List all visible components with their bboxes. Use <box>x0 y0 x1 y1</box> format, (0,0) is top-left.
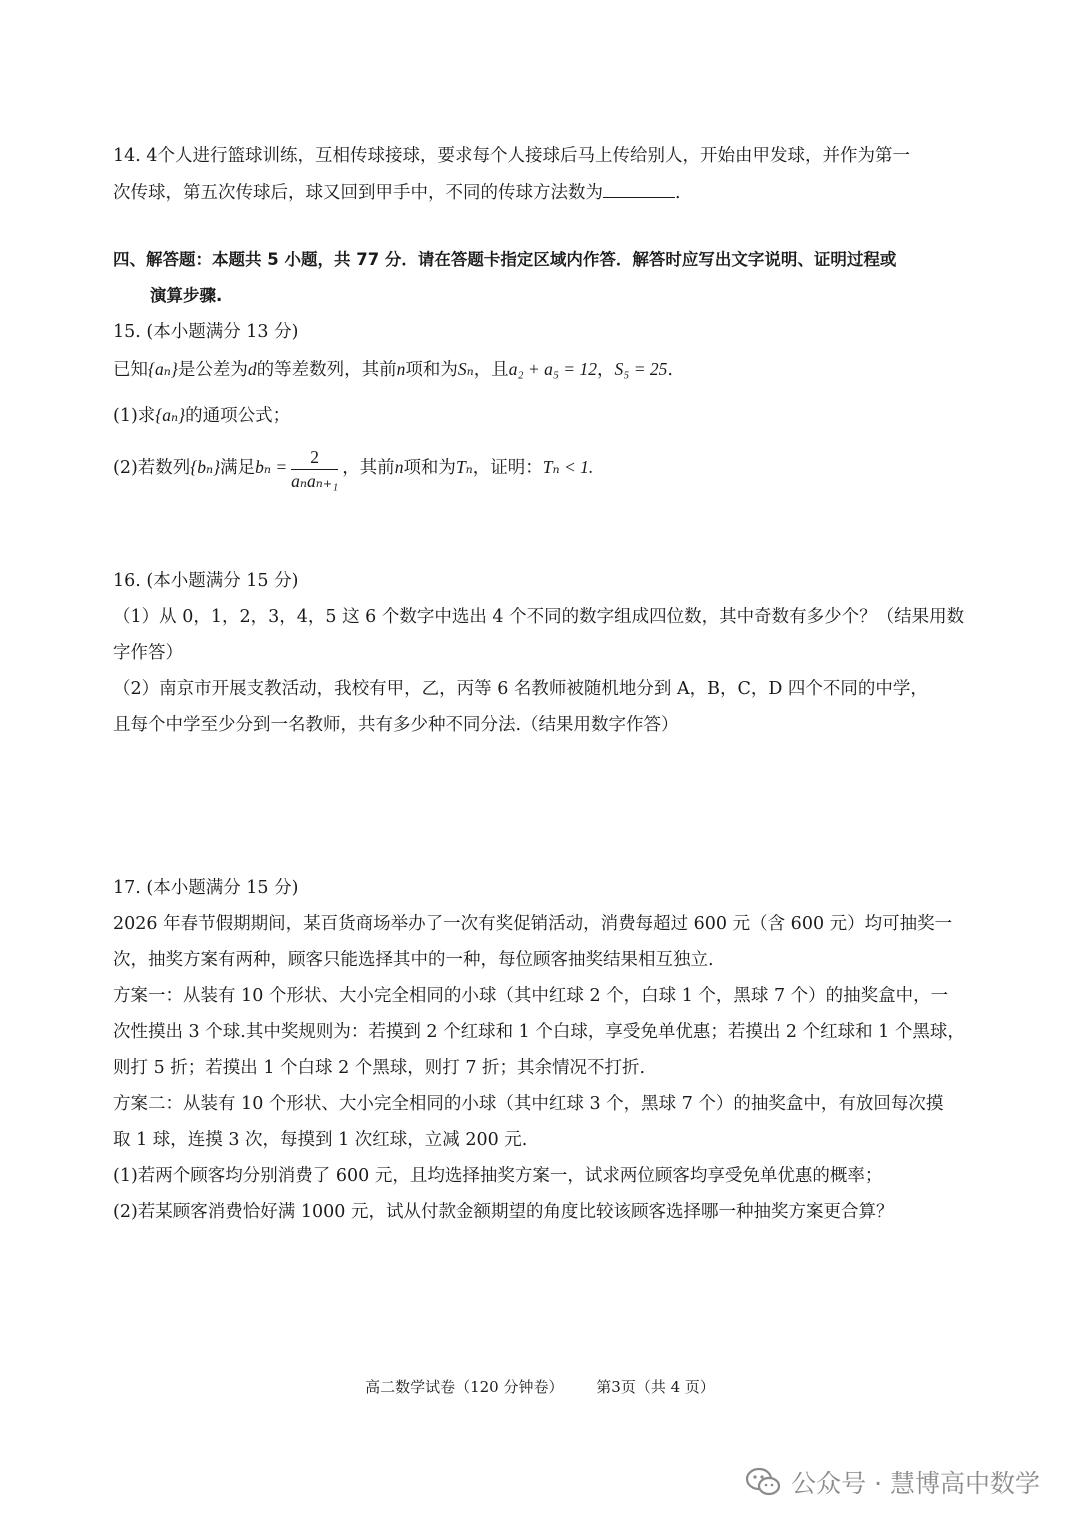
q15-text: 项和为 <box>403 458 456 478</box>
q15-text: 满足 <box>220 458 256 478</box>
q17-line-5: 则打 5 折；若摸出 1 个白球 2 个黑球，则打 7 折；其余情况不打折. <box>113 1058 646 1078</box>
q16-part2-line-1: （2）南京市开展支教活动，我校有甲，乙，丙等 6 名教师被随机地分到 A，B，C，D 四个不同的中学， <box>113 679 928 699</box>
var-d: d <box>247 359 257 379</box>
q15-text: 的通项公式； <box>185 406 291 426</box>
q17-line-9: (2)若某顾客消费恰好满 1000 元，试从付款金额期望的角度比较该顾客选择哪一种抽奖方案更合算？ <box>113 1202 894 1222</box>
q17-heading: 17. (本小题满分 15 分) <box>113 878 299 898</box>
q15-text: (2)若数列 <box>113 458 191 478</box>
seq-a: {aₙ} <box>148 359 178 379</box>
q15-part2 <box>113 442 973 493</box>
q15-text: 的等差数列，其前 <box>256 360 397 380</box>
q15-text: 是公差为 <box>177 360 248 380</box>
q15-heading: 15. (本小题满分 13 分) <box>113 322 299 342</box>
q15-text: 已知 <box>113 360 148 380</box>
answer-blank <box>603 179 675 198</box>
q17-line-7: 取 1 球，连摸 3 次，每摸到 1 次红球，立减 200 元. <box>113 1130 528 1150</box>
q14-period: . <box>675 183 681 203</box>
q15-text: ，其前 <box>342 458 395 478</box>
q16-part1-line-2: 字作答） <box>113 643 183 663</box>
seq-a: {aₙ} <box>155 405 186 425</box>
q16-part1-line-1: （1）从 0，1，2，3，4，5 这 6 个数字中选出 4 个不同的数字组成四位数，其中奇数有多少个？（结果用数 <box>113 607 965 627</box>
q14-line-1: 14. 4个人进行篮球训练，互相传球接球，要求每个人接球后马上传给别人，开始由甲发球，并作为第一 <box>113 146 911 166</box>
var-Sn: Sₙ <box>457 359 474 379</box>
fraction-numerator: 2 <box>291 445 338 470</box>
q17-line-4: 次性摸出 3 个球.其中奖规则为：若摸到 2 个红球和 1 个白球，享受免单优惠；若摸出 2 个红球和 1 个黑球， <box>113 1022 965 1042</box>
watermark-text: 公众号 · 慧博高中数学 <box>791 1469 1040 1498</box>
q17-line-6: 方案二：从装有 10 个形状、大小完全相同的小球（其中红球 3 个，黑球 7 个）的抽奖盒中，有放回每次摸 <box>113 1094 944 1114</box>
claim: Tₙ < 1. <box>542 457 594 477</box>
fraction-denominator: aₙaₙ₊₁ <box>291 471 339 491</box>
q15-text: ， <box>596 360 615 380</box>
cond-2: S₅ = 25 <box>614 359 668 379</box>
var-n: n <box>396 359 406 379</box>
q15-text: ，且 <box>473 360 509 380</box>
seq-b: {bₙ} <box>190 457 221 477</box>
q17-line-1: 2026 年春节假期期间，某百货商场举办了一次有奖促销活动，消费每超过 600 元（含 600 元）均可抽奖一 <box>113 914 953 934</box>
q17-line-2: 次，抽奖方案有两种，顾客只能选择其中的一种，每位顾客抽奖结果相互独立. <box>113 950 714 970</box>
var-n: n <box>394 457 404 477</box>
q17-line-3: 方案一：从装有 10 个形状、大小完全相同的小球（其中红球 2 个，白球 1 个，黑球 7 个）的抽奖盒中，一 <box>113 986 949 1006</box>
page-footer <box>0 1376 1080 1397</box>
section-heading-cont: 演算步骤. <box>150 286 223 305</box>
cond-1: a₂ + a₅ = 12 <box>508 359 597 379</box>
q17-line-8: (1)若两个顾客均分别消费了 600 元，且均选择抽奖方案一，试求两位顾客均享受免单优惠的概率； <box>113 1166 883 1186</box>
footer-page-number: 第3页（共 4 页） <box>596 1378 715 1396</box>
fraction <box>291 445 338 492</box>
q14-text: 次传球，第五次传球后，球又回到甲手中，不同的传球方法数为 <box>113 183 603 203</box>
q16-part2-line-2: 且每个中学至少分到一名教师，共有多少种不同分法.（结果用数字作答） <box>113 715 679 735</box>
q15-text: (1)求 <box>113 406 156 426</box>
var-bn: bₙ = <box>255 457 288 477</box>
q15-text: 项和为 <box>405 360 458 380</box>
section-heading: 四、解答题：本题共 5 小题，共 77 分．请在答题卡指定区域内作答．解答时应写出文字说明、证明过程或 <box>113 250 897 269</box>
q14-line-2 <box>113 179 973 207</box>
q15-text: . <box>667 360 673 380</box>
wechat-icon <box>745 1467 781 1497</box>
q15-text: ，证明： <box>472 458 543 478</box>
watermark <box>745 1464 1040 1500</box>
var-Tn: Tₙ <box>455 457 473 477</box>
q15-part1 <box>113 401 973 430</box>
q16-heading: 16. (本小题满分 15 分) <box>113 571 299 591</box>
q15-given <box>113 355 973 384</box>
footer-exam-title: 高二数学试卷（120 分钟卷） <box>365 1378 564 1396</box>
